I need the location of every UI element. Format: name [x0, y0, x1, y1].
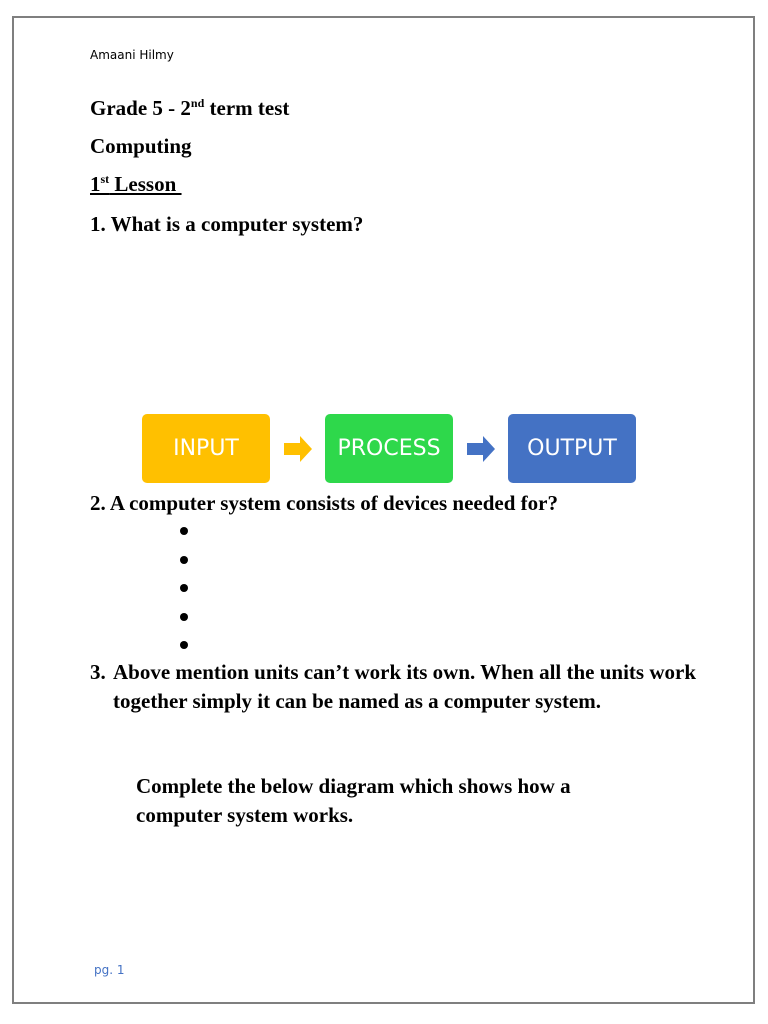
output-box-label: OUTPUT — [527, 436, 617, 461]
process-box — [325, 414, 453, 483]
lesson-label: Lesson — [109, 172, 182, 196]
question-3-text: Above mention units can’t work its own. When all the units work together simply it can be named as a computer system. — [113, 660, 697, 713]
question-1: 1. What is a computer system? — [90, 212, 364, 236]
page-number: pg. 1 — [94, 963, 125, 977]
title-superscript: nd — [190, 96, 205, 110]
author-name: Amaani Hilmy — [90, 48, 174, 62]
title-suffix: term test — [204, 96, 290, 120]
lesson-superscript: st — [100, 172, 110, 186]
test-title — [90, 96, 289, 123]
input-box-label: INPUT — [173, 436, 239, 461]
input-box — [142, 414, 270, 483]
process-box-label: PROCESS — [337, 436, 441, 461]
question-2: 2. A computer system consists of devices needed for? — [90, 491, 558, 515]
question-3-number: 3. — [90, 660, 106, 684]
arrow-right-icon — [284, 436, 314, 462]
title-prefix: Grade 5 - 2 — [90, 96, 191, 120]
subject-heading: Computing — [90, 134, 192, 158]
arrow-right-icon — [467, 436, 497, 462]
lesson-number: 1 — [90, 172, 101, 196]
diagram-instruction: Complete the below diagram which shows how a computer system works. — [136, 774, 571, 827]
lesson-heading — [90, 172, 182, 199]
output-box — [508, 414, 636, 483]
